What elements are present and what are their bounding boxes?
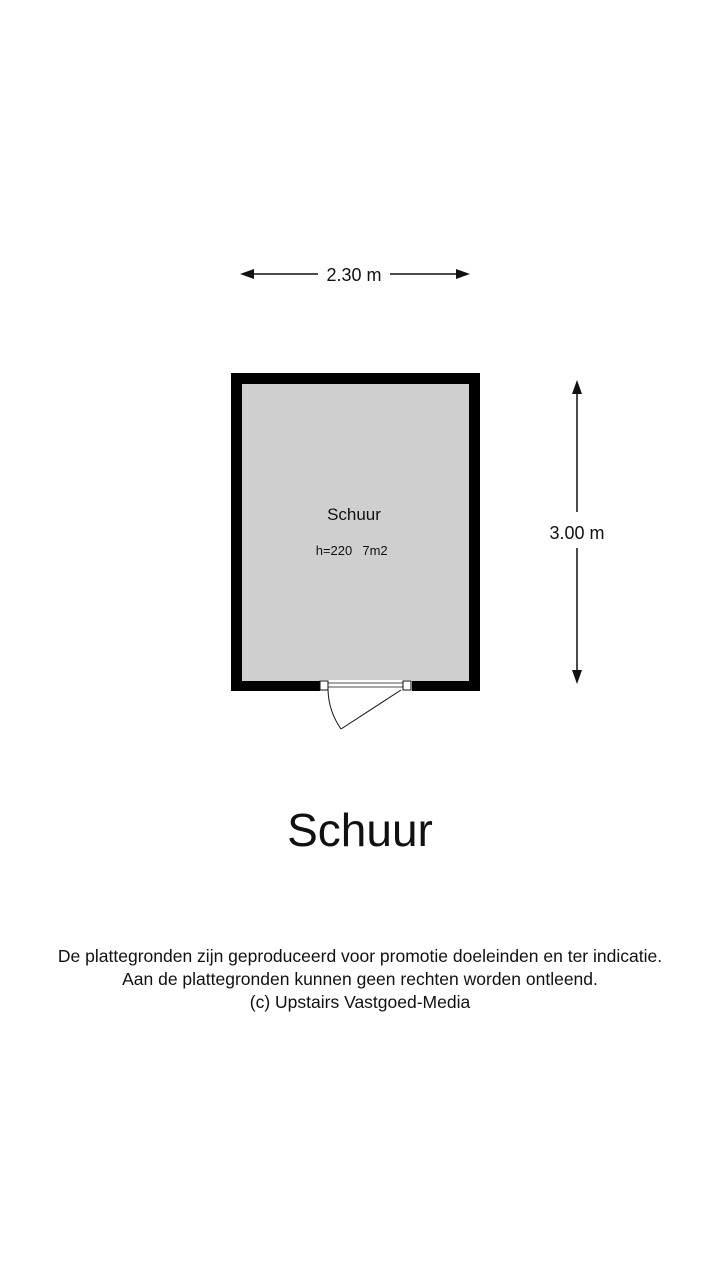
depth-dimension: [549, 380, 604, 684]
arrow-down-icon: [572, 670, 582, 684]
arrow-left-icon: [240, 269, 254, 279]
door-leaf: [341, 690, 401, 729]
copyright-line: (c) Upstairs Vastgoed-Media: [249, 992, 471, 1012]
arrow-right-icon: [456, 269, 470, 279]
room-height: h=220: [315, 543, 353, 558]
disclaimer-line: De plattegronden zijn geproduceerd voor promotie doeleinden en ter indicatie.: [57, 946, 663, 966]
room-name: Schuur: [327, 505, 381, 524]
floor-title: Schuur: [287, 804, 433, 856]
room-schuur: [231, 373, 480, 729]
disclaimer: [0, 945, 720, 1014]
width-label: 2.30 m: [326, 265, 382, 285]
disclaimer-line: Aan de plattegronden kunnen geen rechten worden ontleend.: [122, 969, 598, 989]
room-area: 7m2: [362, 543, 388, 558]
arrow-up-icon: [572, 380, 582, 394]
door: [320, 680, 412, 729]
width-dimension: [240, 265, 470, 285]
room-floor: [242, 384, 469, 681]
depth-label: 3.00 m: [549, 523, 605, 543]
door-swing-arc: [328, 690, 341, 729]
